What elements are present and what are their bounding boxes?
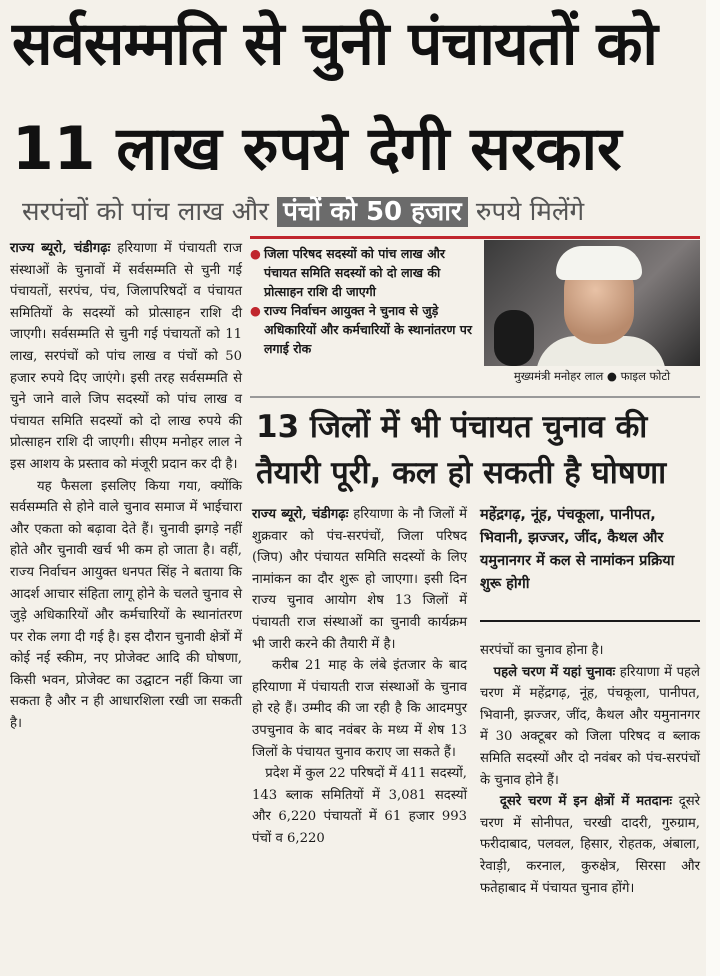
phase2-subhead: दूसरे चरण में इन क्षेत्रों में मतदानः	[499, 794, 673, 810]
highlight-item	[250, 301, 478, 358]
main-headline-line2: 11 लाख रुपये देगी सरकार	[12, 114, 622, 184]
story2-sidebox: महेंद्रगढ़, नूंह, पंचकूला, पानीपत, भिवानी, झज्जर, जींद, कैथल और यमुनानगर में कल से नामांकन प्रक्रिया शुरू होगी	[480, 507, 675, 592]
story2-headline-line2: तैयारी पूरी, कल हो सकती है घोषणा	[256, 455, 667, 491]
story2-headline-line1: 13 जिलों में भी पंचायत चुनाव की	[256, 409, 648, 445]
chief-minister-photo	[484, 240, 700, 366]
highlights-box	[250, 244, 478, 358]
story2-para3-text: प्रदेश में कुल 22 परिषदों में 411 सदस्यों, 143 ब्लाक समितियों में 3,081 सदस्यों और 6,220 पंचायतों में 61 हजार 993 पंचों व 6,220	[252, 766, 467, 846]
phase1-subhead: पहले चरण में यहां चुनावः	[493, 664, 616, 680]
story2-para1-text: हरियाणा के नौ जिलों में शुक्रवार को पंच-सरपंचों, जिला परिषद (जिप) और पंचायत समिति सदस्यों के लिए नामांकन का दौर शुरू हो जाएगा। इसी दिन राज्य चुनाव आयोग शेष 13 जिलों में पंचायती राज संस्थाओं का चुनावी कार्यक्रम भी जारी करने की तैयारी में है।	[252, 507, 467, 652]
story1-column	[10, 238, 242, 735]
story2-c3-para2	[480, 662, 700, 792]
bullet-icon: ●	[250, 246, 261, 261]
bullet-icon: ●	[250, 303, 261, 318]
story1-para2	[10, 476, 242, 735]
story1-dateline: राज्य ब्यूरो, चंडीगढ़ः	[10, 241, 111, 256]
photo-caption: मुख्यमंत्री मनोहर लाल ● फाइल फोटो	[513, 369, 671, 383]
story2-para3	[252, 763, 467, 849]
story2-c3-para1: सरपंचों का चुनाव होना है।	[480, 643, 604, 658]
story2-para2	[252, 655, 467, 763]
sidebox-divider	[480, 620, 700, 622]
sub-headline-post: रुपये मिलेंगे	[475, 197, 585, 227]
story2-column-2	[480, 640, 700, 899]
sub-headline-highlight: पंचों को 50 हजार	[277, 197, 468, 227]
story1-para2-text: यह फैसला इसलिए किया गया, क्योंकि सर्वसम्मति से होने वाले चुनाव समाज में भाईचारा और एकता को बढ़ावा देते हैं। चुनावी झगड़े नहीं होते और चुनावी खर्च भी कम हो जाता है। वहीं, राज्य निर्वाचन आयुक्त धनपत सिंह ने बताया कि आदर्श आचार संहिता लागू होने के चलते चुनाव से जुड़े अधिकारियों और कर्मचारियों के स्थानांतरण पर रोक लगा दी गई है। इस दौरान चुनावी क्षेत्रों में कोई नई स्कीम, नए प्रोजेक्ट आदि की घोषणा, किसी भवन, प्रोजेक्ट का उद्घाटन नहीं किया जा सकता है और न ही आधारशिला रखी जा सकती है।	[10, 478, 242, 732]
phase1-text: हरियाणा में पहले चरण में महेंद्रगढ़, नूंह, पंचकूला, पानीपत, भिवानी, झज्जर, जींद, कैथल और यमुनानगर में 30 अक्टूबर को जिला परिषद व ब्लाक समिति सदस्यों और दो नवंबर को पंच-सरपंचों के चुनाव होने हैं।	[480, 664, 700, 788]
story1-para1	[10, 238, 242, 476]
adjacent-page-edge	[706, 0, 720, 976]
sub-headline	[22, 192, 584, 232]
story2-headline	[256, 404, 700, 496]
highlight-text: जिला परिषद सदस्यों को पांच लाख और पंचायत समिति सदस्यों को दो लाख की प्रोत्साहन राशि दी जाएगी	[264, 246, 446, 299]
sub-headline-pre: सरपंचों को पांच लाख और	[22, 197, 269, 227]
phase2-text: दूसरे चरण में सोनीपत, चरखी दादरी, गुरुग्राम, फरीदाबाद, पलवल, हिसार, रोहतक, अंबाला, रेवाड़ी, करनाल, कुरुक्षेत्र, सिरसा और फतेहाबाद में पंचायत चुनाव होंगे।	[480, 794, 700, 896]
microphone-icon	[494, 310, 534, 366]
photo-hair	[556, 246, 642, 280]
main-headline-line1: सर्वसम्मति से चुनी पंचायतों को	[12, 9, 657, 79]
story2-c3-para3	[480, 791, 700, 899]
story2-para1	[252, 504, 467, 655]
story2-column-1	[252, 504, 467, 850]
highlight-item	[250, 244, 478, 301]
section-divider	[250, 396, 700, 398]
story2-para2-text: करीब 21 माह के लंबे इंतजार के बाद हरियाणा में पंचायती राज संस्थाओं के चुनाव हो रहे हैं। उम्मीद की जा रही है कि आदमपुर उपचुनाव के बाद नवंबर के मध्य में शेष 13 जिलों के पंचायत चुनाव कराए जा सकते हैं।	[252, 658, 467, 760]
story2-dateline: राज्य ब्यूरो, चंडीगढ़ः	[252, 507, 349, 522]
highlight-text: राज्य निर्वाचन आयुक्त ने चुनाव से जुड़े अधिकारियों और कर्मचारियों के स्थानांतरण पर लगाई रोक	[264, 303, 472, 356]
red-divider	[250, 236, 700, 239]
story1-para1-text: हरियाणा में पंचायती राज संस्थाओं के चुनावों में सर्वसम्मति से चुनी गई पंचायतों, सरपंच, पंच, जिलापरिषदों व पंचायत समितियों के सदस्यों को प्रोत्साहन राशि दी जाएगी। सर्वसम्मति से चुनी गई पंचायतों को 11 लाख, सरपंचों को पांच लाख व पंचों को 50 हजार रुपये दिए जाएंगे। इसी तरह सर्वसम्मति से चुने जाने वाले जिप सदस्यों को पांच लाख व पंचायत समिति सदस्यों को दो लाख रुपये की प्रोत्साहन राशि दी जाएगी। सीएम मनोहर लाल ने इस आशय के प्रस्ताव को मंजूरी प्रदान कर दी है।	[10, 241, 242, 472]
